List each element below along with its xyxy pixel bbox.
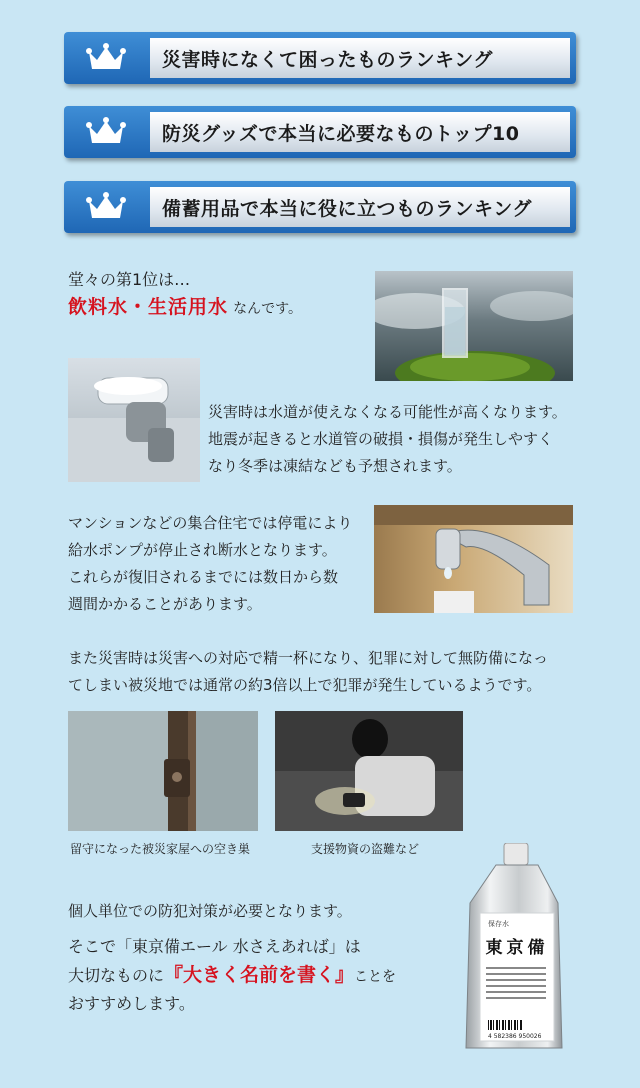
crown-icon — [70, 112, 142, 152]
crown-icon — [70, 187, 142, 227]
product-pouch — [458, 843, 578, 1053]
product-brand: 東京備 — [485, 938, 549, 958]
para1-line3: なり冬季は凍結なども予想されます。 — [208, 457, 462, 475]
write-name-highlight: 『大きく名前を書く』 — [164, 964, 355, 986]
caption-right: 支援物資の盗難など — [311, 842, 420, 856]
product-barcode-number: 4 582386 950026 — [488, 1033, 542, 1040]
crown-icon — [70, 38, 142, 78]
banner-label: 備蓄用品で本当に役に立つものランキング — [150, 187, 570, 227]
para4-line3-pre: 大切なものに — [68, 966, 165, 985]
para2-line4: 週間かかることがあります。 — [68, 595, 262, 613]
para3-line1: また災害時は災害への対応で精一杯になり、犯罪に対して無防備になっ — [68, 649, 549, 667]
frozen-faucet-photo — [68, 358, 200, 482]
intro-line: 堂々の第1位は… — [68, 270, 191, 289]
para2-line2: 給水ポンプが停止され断水となります。 — [68, 541, 337, 559]
para1-line1: 災害時は水道が使えなくなる可能性が高くなります。 — [208, 403, 567, 421]
water-highlight: 飲料水・生活用水 — [68, 296, 229, 318]
ranking-banner-1 — [64, 32, 576, 84]
intro-highlight-line — [68, 294, 302, 323]
para4-line3 — [68, 962, 396, 991]
banner-label: 防災グッズで本当に必要なものトップ10 — [150, 112, 570, 152]
banner-label: 災害時になくて困ったものランキング — [150, 38, 570, 78]
dripping-tap-photo — [374, 505, 573, 613]
window-lock-photo — [68, 711, 258, 831]
ranking-banner-3 — [64, 181, 576, 233]
para4-line3-post: ことを — [354, 969, 397, 985]
ranking-banner-2 — [64, 106, 576, 158]
para3-line2: てしまい被災地では通常の約3倍以上で犯罪が発生しているようです。 — [68, 676, 542, 694]
intro-suffix: なんです。 — [233, 301, 302, 317]
para4-line2: そこで「東京備エール 水さえあれば」は — [68, 937, 361, 956]
caption-left: 留守になった被災家屋への空き巣 — [70, 842, 251, 856]
para2-line1: マンションなどの集合住宅では停電により — [68, 514, 353, 532]
para4-line1: 個人単位での防犯対策が必要となります。 — [68, 902, 352, 920]
para2-line3: これらが復旧されるまでには数日から数 — [68, 568, 339, 586]
product-small-label: 保存水 — [488, 920, 509, 928]
water-glass-photo — [375, 271, 573, 381]
para4-line4: おすすめします。 — [68, 994, 195, 1013]
para1-line2: 地震が起きると水道管の破損・損傷が発生しやすく — [208, 430, 554, 448]
burglar-photo — [275, 711, 463, 831]
